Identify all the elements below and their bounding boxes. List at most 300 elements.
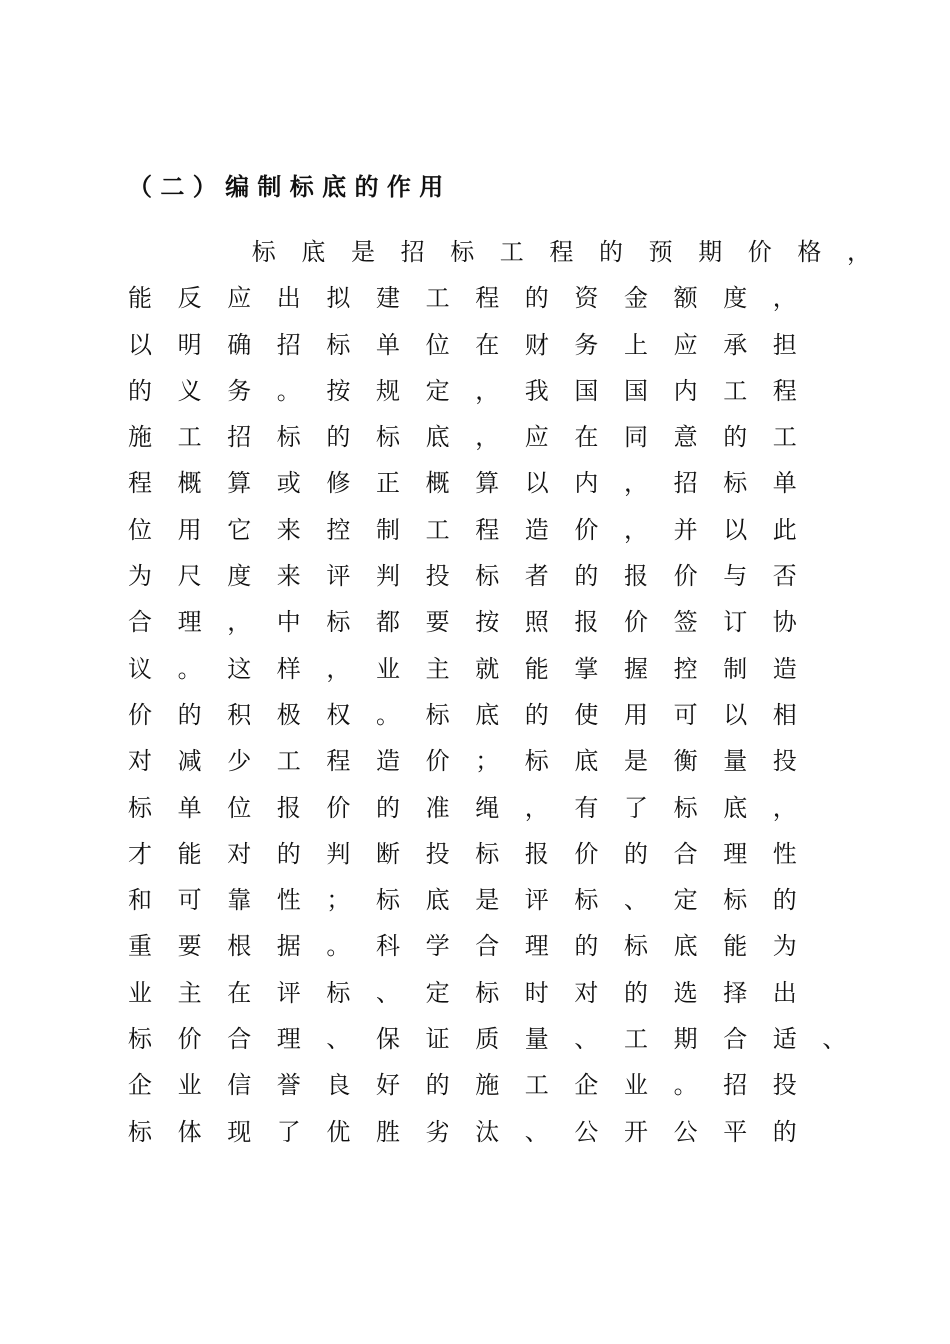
text-char: 判 xyxy=(326,839,351,868)
text-char: 的 xyxy=(574,562,599,591)
text-char: 的 xyxy=(326,423,351,452)
text-char: 的 xyxy=(624,978,648,1007)
body-paragraph xyxy=(128,232,871,1158)
text-char: 能 xyxy=(128,284,152,313)
text-char: 的 xyxy=(772,1117,797,1146)
text-char: 价 xyxy=(574,839,599,868)
text-char: 对 xyxy=(227,839,252,868)
text-char: 有 xyxy=(574,793,599,822)
text-char: 对 xyxy=(574,978,599,1007)
text-char: 议 xyxy=(128,654,152,683)
text-char: 科 xyxy=(376,932,400,961)
text-char: 标 xyxy=(276,423,301,452)
text-char: 评 xyxy=(326,562,351,591)
text-char: 主 xyxy=(425,654,450,683)
text-char: 的 xyxy=(524,284,549,313)
text-char: 、 xyxy=(524,1117,549,1146)
text-char: 国 xyxy=(574,376,599,405)
text-char: 程 xyxy=(326,747,351,776)
text-char: ， xyxy=(475,376,500,405)
text-char: 在 xyxy=(574,423,599,452)
text-char: 以 xyxy=(723,515,748,544)
text-char: 合 xyxy=(227,1025,252,1054)
text-char: ； xyxy=(475,747,500,776)
text-char: 体 xyxy=(177,1117,202,1146)
text-line xyxy=(128,463,868,509)
text-char: 工 xyxy=(524,1071,549,1100)
text-char: 照 xyxy=(524,608,549,637)
text-char: 公 xyxy=(574,1117,599,1146)
text-char: 资 xyxy=(574,284,599,313)
text-char: 的 xyxy=(276,839,301,868)
text-char: 能 xyxy=(723,932,748,961)
text-char: 建 xyxy=(376,284,400,313)
text-char: 订 xyxy=(723,608,748,637)
text-char: 和 xyxy=(128,886,152,915)
text-char: 上 xyxy=(624,330,648,359)
text-line xyxy=(128,926,868,972)
text-char: 企 xyxy=(574,1071,599,1100)
text-char: 出 xyxy=(276,284,301,313)
text-char: 出 xyxy=(772,978,797,1007)
text-char: 合 xyxy=(673,839,698,868)
text-char: ， xyxy=(772,793,797,822)
text-char: 定 xyxy=(673,886,698,915)
text-char: 报 xyxy=(574,608,599,637)
text-char: 。 xyxy=(673,1071,698,1100)
text-char: 正 xyxy=(376,469,400,498)
text-char: 在 xyxy=(475,330,500,359)
text-char: ， xyxy=(847,238,871,266)
text-char: 价 xyxy=(326,793,351,822)
text-char: 标 xyxy=(524,747,549,776)
text-char: 以 xyxy=(524,469,549,498)
text-char: 靠 xyxy=(227,886,252,915)
text-char: ； xyxy=(326,886,351,915)
text-char: 的 xyxy=(425,1071,450,1100)
text-char: 工 xyxy=(723,376,748,405)
text-char: 重 xyxy=(128,932,152,961)
text-char: 定 xyxy=(425,978,450,1007)
text-char: 业 xyxy=(177,1071,202,1100)
text-char: 平 xyxy=(723,1117,748,1146)
text-char: 合 xyxy=(475,932,500,961)
text-char: 应 xyxy=(673,330,698,359)
text-char: 标 xyxy=(450,238,475,266)
text-char: 断 xyxy=(376,839,400,868)
text-line xyxy=(128,649,868,695)
text-char: 算 xyxy=(227,469,252,498)
text-char: 程 xyxy=(475,515,500,544)
text-char: ， xyxy=(772,284,797,313)
text-char: ， xyxy=(475,423,500,452)
text-line xyxy=(128,556,868,602)
text-char: 标 xyxy=(376,423,400,452)
text-char: 程 xyxy=(549,238,574,266)
text-char: 确 xyxy=(227,330,252,359)
text-char: 用 xyxy=(177,515,202,544)
text-char: 底 xyxy=(723,793,748,822)
text-char: 尺 xyxy=(177,562,202,591)
text-line xyxy=(128,880,868,926)
text-char: 承 xyxy=(723,330,748,359)
text-char: 投 xyxy=(425,839,450,868)
text-char: 为 xyxy=(772,932,797,961)
text-char: 制 xyxy=(376,515,400,544)
text-char: 造 xyxy=(376,747,400,776)
text-char: 判 xyxy=(376,562,400,591)
text-char: 是 xyxy=(351,238,375,266)
text-char: 定 xyxy=(425,376,450,405)
text-char: 招 xyxy=(227,423,252,452)
text-char: 能 xyxy=(524,654,549,683)
text-char: 标 xyxy=(251,238,276,266)
text-char: 标 xyxy=(376,886,400,915)
text-char: 衡 xyxy=(673,747,698,776)
text-char: 标 xyxy=(326,608,351,637)
text-char: 标 xyxy=(128,1117,152,1146)
text-char: 都 xyxy=(376,608,400,637)
text-char: 价 xyxy=(624,608,648,637)
text-char: 程 xyxy=(128,469,152,498)
text-char: 位 xyxy=(128,515,152,544)
text-char: 度 xyxy=(723,284,748,313)
text-char: 的 xyxy=(524,700,549,729)
section-heading: （ 二 ） 编 制 标 底 的 作 用 xyxy=(128,172,444,201)
text-char: 反 xyxy=(177,284,202,313)
text-char: 能 xyxy=(177,839,202,868)
text-char: 量 xyxy=(524,1025,549,1054)
text-line xyxy=(128,1112,868,1158)
text-char: 程 xyxy=(475,284,500,313)
text-char: 底 xyxy=(673,932,698,961)
text-char: 工 xyxy=(772,423,797,452)
text-char: 要 xyxy=(425,608,450,637)
text-char: 报 xyxy=(624,562,648,591)
text-char: 证 xyxy=(425,1025,450,1054)
text-char: 位 xyxy=(425,330,450,359)
text-char: 位 xyxy=(227,793,252,822)
text-char: 理 xyxy=(177,608,202,637)
text-char: 选 xyxy=(673,978,698,1007)
text-char: 招 xyxy=(400,238,425,266)
text-char: ， xyxy=(624,515,648,544)
text-char: 期 xyxy=(698,238,723,266)
text-char: 主 xyxy=(177,978,202,1007)
text-char: 理 xyxy=(723,839,748,868)
text-line xyxy=(128,1065,868,1111)
text-char: 量 xyxy=(723,747,748,776)
text-char: 施 xyxy=(475,1071,500,1100)
text-char: 概 xyxy=(177,469,202,498)
text-char: 标 xyxy=(128,1025,152,1054)
text-char: 施 xyxy=(128,423,152,452)
text-char: 劣 xyxy=(425,1117,450,1146)
text-char: 务 xyxy=(227,376,252,405)
text-char: ， xyxy=(524,793,549,822)
text-char: 、 xyxy=(326,1025,351,1054)
text-char: 是 xyxy=(624,747,648,776)
text-char: 公 xyxy=(673,1117,698,1146)
text-line xyxy=(128,788,868,834)
text-char: 价 xyxy=(673,562,698,591)
text-char: 的 xyxy=(376,793,400,822)
text-char: 标 xyxy=(425,700,450,729)
text-char: 务 xyxy=(574,330,599,359)
text-char: 、 xyxy=(822,1025,847,1054)
text-char: 此 xyxy=(772,515,797,544)
text-char: 胜 xyxy=(376,1117,400,1146)
text-char: 标 xyxy=(326,978,351,1007)
text-char: 理 xyxy=(276,1025,301,1054)
text-char: 底 xyxy=(301,238,326,266)
text-char: 为 xyxy=(128,562,152,591)
text-char: 期 xyxy=(673,1025,698,1054)
text-char: 择 xyxy=(723,978,748,1007)
text-char: 按 xyxy=(475,608,500,637)
text-char: 学 xyxy=(425,932,450,961)
text-char: 标 xyxy=(475,562,500,591)
text-char: 在 xyxy=(227,978,252,1007)
text-char: 工 xyxy=(276,747,301,776)
text-char: 企 xyxy=(128,1071,152,1100)
text-char: 业 xyxy=(376,654,400,683)
text-char: 内 xyxy=(574,469,599,498)
text-char: 标 xyxy=(624,932,648,961)
text-line xyxy=(128,973,868,1019)
text-char: 底 xyxy=(574,747,599,776)
text-line xyxy=(128,371,868,417)
text-char: 价 xyxy=(425,747,450,776)
text-char: 了 xyxy=(624,793,648,822)
text-char: 单 xyxy=(177,793,202,822)
text-char: 并 xyxy=(673,515,698,544)
text-char: 。 xyxy=(276,376,301,405)
text-char: 减 xyxy=(177,747,202,776)
text-char: 制 xyxy=(723,654,748,683)
text-char: 招 xyxy=(723,1071,748,1100)
text-char: 报 xyxy=(276,793,301,822)
text-char: 财 xyxy=(524,330,549,359)
text-char: 性 xyxy=(276,886,301,915)
text-char: 价 xyxy=(747,238,772,266)
text-char: 预 xyxy=(648,238,673,266)
text-char: 握 xyxy=(624,654,648,683)
text-char: 。 xyxy=(376,700,400,729)
text-char: 单 xyxy=(376,330,400,359)
text-char: 标 xyxy=(128,793,152,822)
text-char: 义 xyxy=(177,376,202,405)
text-char: 招 xyxy=(673,469,698,498)
text-char: 否 xyxy=(772,562,797,591)
text-char: 规 xyxy=(376,376,400,405)
text-char: 招 xyxy=(276,330,301,359)
text-char: 投 xyxy=(425,562,450,591)
text-char: 控 xyxy=(326,515,351,544)
text-char: 明 xyxy=(177,330,202,359)
text-char: 概 xyxy=(425,469,450,498)
text-char: 我 xyxy=(524,376,549,405)
text-char: 根 xyxy=(227,932,252,961)
text-char: 中 xyxy=(276,608,301,637)
text-char: 单 xyxy=(772,469,797,498)
text-char: 要 xyxy=(177,932,202,961)
text-char: 工 xyxy=(624,1025,648,1054)
text-char: 评 xyxy=(276,978,301,1007)
text-char: 。 xyxy=(326,932,351,961)
text-char: 合 xyxy=(723,1025,748,1054)
text-char: 来 xyxy=(276,562,301,591)
text-char: 性 xyxy=(772,839,797,868)
text-char: 工 xyxy=(425,515,450,544)
text-char: 掌 xyxy=(574,654,599,683)
text-char: 标 xyxy=(326,330,351,359)
text-char: 金 xyxy=(624,284,648,313)
text-char: 意 xyxy=(673,423,698,452)
text-char: 的 xyxy=(723,423,748,452)
text-char: 开 xyxy=(624,1117,648,1146)
text-char: 修 xyxy=(326,469,351,498)
text-line xyxy=(128,417,868,463)
text-line xyxy=(128,325,868,371)
text-char: 底 xyxy=(425,886,450,915)
text-char: 少 xyxy=(227,747,252,776)
text-char: 标 xyxy=(723,469,748,498)
text-char: 工 xyxy=(499,238,524,266)
text-char: 以 xyxy=(723,700,748,729)
text-char: 工 xyxy=(425,284,450,313)
text-char: 者 xyxy=(524,562,549,591)
text-char: 理 xyxy=(524,932,549,961)
text-char: 准 xyxy=(425,793,450,822)
text-char: 签 xyxy=(673,608,698,637)
text-char: 汰 xyxy=(475,1117,500,1146)
text-char: 业 xyxy=(128,978,152,1007)
text-char: 的 xyxy=(772,886,797,915)
text-char: 内 xyxy=(673,376,698,405)
text-char: 的 xyxy=(177,700,202,729)
text-char: 了 xyxy=(276,1117,301,1146)
text-char: 用 xyxy=(624,700,648,729)
text-char: 来 xyxy=(276,515,301,544)
text-line xyxy=(128,232,871,278)
text-line xyxy=(128,510,868,556)
text-char: 投 xyxy=(772,747,797,776)
text-char: 报 xyxy=(524,839,549,868)
text-char: 国 xyxy=(624,376,648,405)
text-char: 价 xyxy=(574,515,599,544)
text-char: 工 xyxy=(177,423,202,452)
text-char: 合 xyxy=(128,608,152,637)
text-char: 可 xyxy=(673,700,698,729)
text-char: 绳 xyxy=(475,793,500,822)
text-char: 按 xyxy=(326,376,351,405)
text-char: 的 xyxy=(574,932,599,961)
text-char: 、 xyxy=(624,886,648,915)
text-char: 以 xyxy=(128,330,152,359)
text-char: 样 xyxy=(276,654,301,683)
text-char: 评 xyxy=(524,886,549,915)
text-char: 相 xyxy=(772,700,797,729)
text-char: 权 xyxy=(326,700,351,729)
text-char: 底 xyxy=(425,423,450,452)
text-char: 协 xyxy=(772,608,797,637)
text-char: 的 xyxy=(128,376,152,405)
text-char: 保 xyxy=(376,1025,400,1054)
text-char: 底 xyxy=(475,700,500,729)
text-char: 标 xyxy=(475,978,500,1007)
text-line xyxy=(128,1019,868,1065)
text-char: 价 xyxy=(128,700,152,729)
text-line xyxy=(128,278,868,324)
text-char: ， xyxy=(624,469,648,498)
text-char: 适 xyxy=(772,1025,797,1054)
text-char: 这 xyxy=(227,654,252,683)
text-char: 信 xyxy=(227,1071,252,1100)
text-char: 对 xyxy=(128,747,152,776)
text-char: 的 xyxy=(624,839,648,868)
text-char: 拟 xyxy=(326,284,351,313)
text-char: 或 xyxy=(276,469,301,498)
text-char: 业 xyxy=(624,1071,648,1100)
text-char: 就 xyxy=(475,654,500,683)
text-line xyxy=(128,695,868,741)
text-char: 良 xyxy=(326,1071,351,1100)
text-line xyxy=(128,834,868,880)
text-char: 极 xyxy=(276,700,301,729)
text-char: 才 xyxy=(128,839,152,868)
text-char: 是 xyxy=(475,886,500,915)
text-char: 时 xyxy=(524,978,549,1007)
text-char: ， xyxy=(227,608,252,637)
text-char: 使 xyxy=(574,700,599,729)
text-char: 、 xyxy=(574,1025,599,1054)
text-char: 标 xyxy=(574,886,599,915)
text-char: 控 xyxy=(673,654,698,683)
text-char: 标 xyxy=(723,886,748,915)
text-char: 程 xyxy=(772,376,797,405)
text-char: 额 xyxy=(673,284,698,313)
text-char: 质 xyxy=(475,1025,500,1054)
text-char: 算 xyxy=(475,469,500,498)
text-char: 据 xyxy=(276,932,301,961)
text-char: 投 xyxy=(772,1071,797,1100)
text-char: ， xyxy=(326,654,351,683)
text-char: 与 xyxy=(723,562,748,591)
text-char: 度 xyxy=(227,562,252,591)
text-char: 价 xyxy=(177,1025,202,1054)
text-char: 可 xyxy=(177,886,202,915)
text-char: 的 xyxy=(599,238,623,266)
text-char: 应 xyxy=(227,284,252,313)
text-char: 优 xyxy=(326,1117,351,1146)
text-char: 造 xyxy=(772,654,797,683)
text-char: 它 xyxy=(227,515,252,544)
text-char: 积 xyxy=(227,700,252,729)
text-char: 、 xyxy=(376,978,400,1007)
text-char: 造 xyxy=(524,515,549,544)
text-char: 同 xyxy=(624,423,648,452)
text-line xyxy=(128,741,868,787)
text-char: 现 xyxy=(227,1117,252,1146)
text-char: 格 xyxy=(797,238,822,266)
text-char: 应 xyxy=(524,423,549,452)
text-char: 标 xyxy=(475,839,500,868)
text-char: 担 xyxy=(772,330,797,359)
text-char: 誉 xyxy=(276,1071,301,1100)
text-char: 。 xyxy=(177,654,202,683)
text-char: 标 xyxy=(673,793,698,822)
